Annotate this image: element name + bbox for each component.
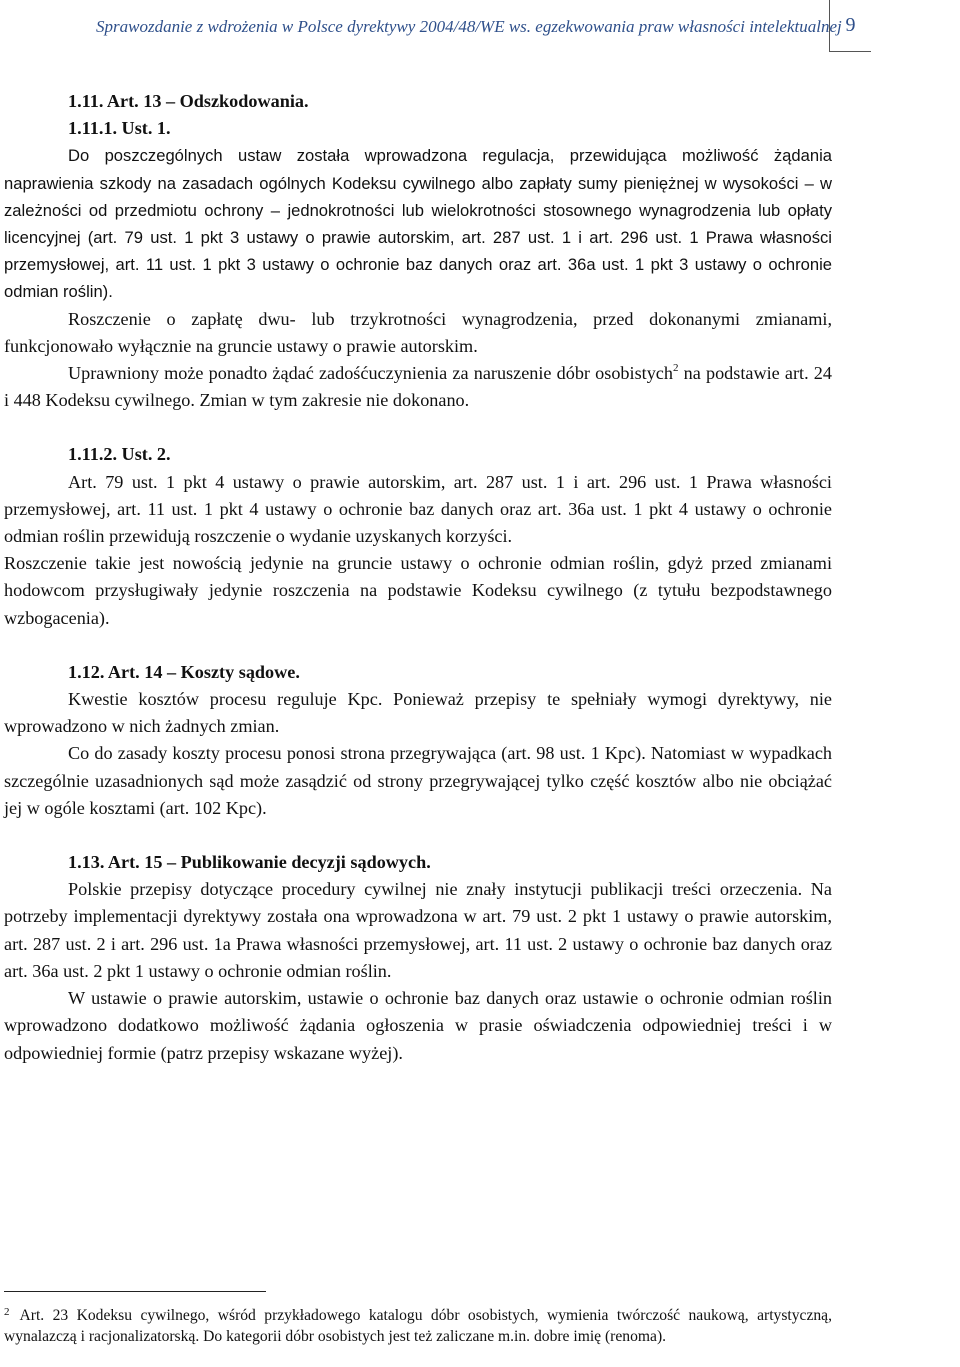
page-header (0, 0, 960, 58)
paragraph-1-11-1-c-text-end: na podstawie art. 24 i 448 Kodeksu cywilnego. Zmian w tym zakresie nie dokonano. (4, 363, 832, 411)
subsection-heading-1-11-1: 1.11.1. Ust. 1. (68, 118, 171, 139)
section-heading-1-12: 1.12. Art. 14 – Koszty sądowe. (68, 661, 300, 682)
paragraph-1-11-2-b: Roszczenie takie jest nowością jedynie na gruncie ustawy o ochronie odmian roślin, gdyż przed zmianami hodowcom przysługiwały jedynie roszczenia na podstawie Kodeksu cywilnego (z tytułu bezpodstawnego wzbogacenia). (4, 553, 832, 628)
paragraph-1-13-a: Polskie przepisy dotyczące procedury cywilnej nie znały instytucji publikacji treści orzeczenia. Na potrzeby implementacji dyrektywy została ona wprowadzona w art. 79 ust. 2 pkt 1 ustawy o prawie autorskim, art. 287 ust. 2 i art. 296 ust. 1a Prawa własności przemysłowej, art. 11 ust. 2 ustawy o ochronie baz danych oraz art. 36a ust. 2 pkt 1 ustawy o ochronie odmian roślin. (4, 879, 832, 981)
paragraph-1-11-1-c (4, 360, 832, 414)
paragraph-1-12-a: Kwestie kosztów procesu reguluje Kpc. Ponieważ przepisy te spełniały wymogi dyrektywy, nie wprowadzono w nich żadnych zmian. (4, 689, 832, 737)
footnote-text: Art. 23 Kodeksu cywilnego, wśród przykładowego katalogu dóbr osobistych, wymienia twórczość naukową, artystyczną, wynalazczą i racjonalizatorską. Do kategorii dóbr osobistych jest też zaliczane m.in. dobre imię (renoma). (4, 1307, 832, 1345)
paragraph-1-11-1-a: Do poszczególnych ustaw została wprowadzona regulacja, przewidująca możliwość żądania naprawienia szkody na zasadach ogólnych Kodeksu cywilnego albo zapłaty sumy pieniężnej w wysokości – w zależności od przedmiotu ochrony – jednokrotności lub wielokrotności stosownego wynagrodzenia lub opłaty licencyjnej (art. 79 ust. 1 pkt 3 ustawy o prawie autorskim, art. 287 ust. 1 i art. 296 ust. 1 Prawa własności przemysłowej, art. 11 ust. 1 pkt 3 ustawy o ochronie baz danych oraz art. 36a ust. 1 pkt 3 ustawy o ochronie odmian roślin). (4, 146, 832, 302)
section-heading-1-11: 1.11. Art. 13 – Odszkodowania. (68, 91, 309, 111)
paragraph-1-11-2-a: Art. 79 ust. 1 pkt 4 ustawy o prawie autorskim, art. 287 ust. 1 i art. 296 ust. 1 Prawa własności przemysłowej, art. 11 ust. 1 pkt 4 ustawy o ochronie baz danych oraz art. 36a ust. 1 pkt 4 ustawy o ochronie odmian roślin przewidują roszczenie o wydanie uzyskanych korzyści. (4, 471, 832, 547)
footnote-separator (4, 1291, 266, 1292)
footnote-number: 2 (4, 1306, 10, 1318)
footnote-reference[interactable]: 2 (672, 362, 679, 375)
section-heading-1-13: 1.13. Art. 15 – Publikowanie decyzji sądowych. (68, 852, 431, 873)
paragraph-1-11-1-b: Roszczenie o zapłatę dwu- lub trzykrotności wynagrodzenia, przed dokonanymi zmianami, funkcjonowało wyłącznie na gruncie ustawy o prawie autorskim. (4, 308, 832, 356)
document-body (4, 88, 832, 1067)
paragraph-1-11-1-c-text: Uprawniony może ponadto żądać zadośćuczynienia za naruszenie dóbr osobistych (68, 363, 673, 384)
paragraph-1-12-b: Co do zasady koszty procesu ponosi strona przegrywająca (art. 98 ust. 1 Kpc). Natomiast w wypadkach szczególnie uzasadnionych sąd może zasądzić od strony przegrywającej tylko część kosztów albo nie obciążać jej w ogóle kosztami (art. 102 Kpc). (4, 743, 832, 818)
subsection-heading-1-11-2: 1.11.2. Ust. 2. (68, 444, 171, 465)
paragraph-1-13-b: W ustawie o prawie autorskim, ustawie o ochronie baz danych oraz ustawie o ochronie odmian roślin wprowadzono dodatkowo możliwość żądania ogłoszenia w prasie oświadczenia odpowiedniej treści i w odpowiedniej formie (patrz przepisy wskazane wyżej). (4, 988, 832, 1063)
page-number-box (829, 0, 871, 52)
page-number: 9 (845, 14, 856, 36)
footnote (4, 1302, 832, 1347)
header-title: Sprawozdanie z wdrożenia w Polsce dyrektywy 2004/48/WE ws. egzekwowania praw własności intelektualnej (96, 17, 842, 36)
